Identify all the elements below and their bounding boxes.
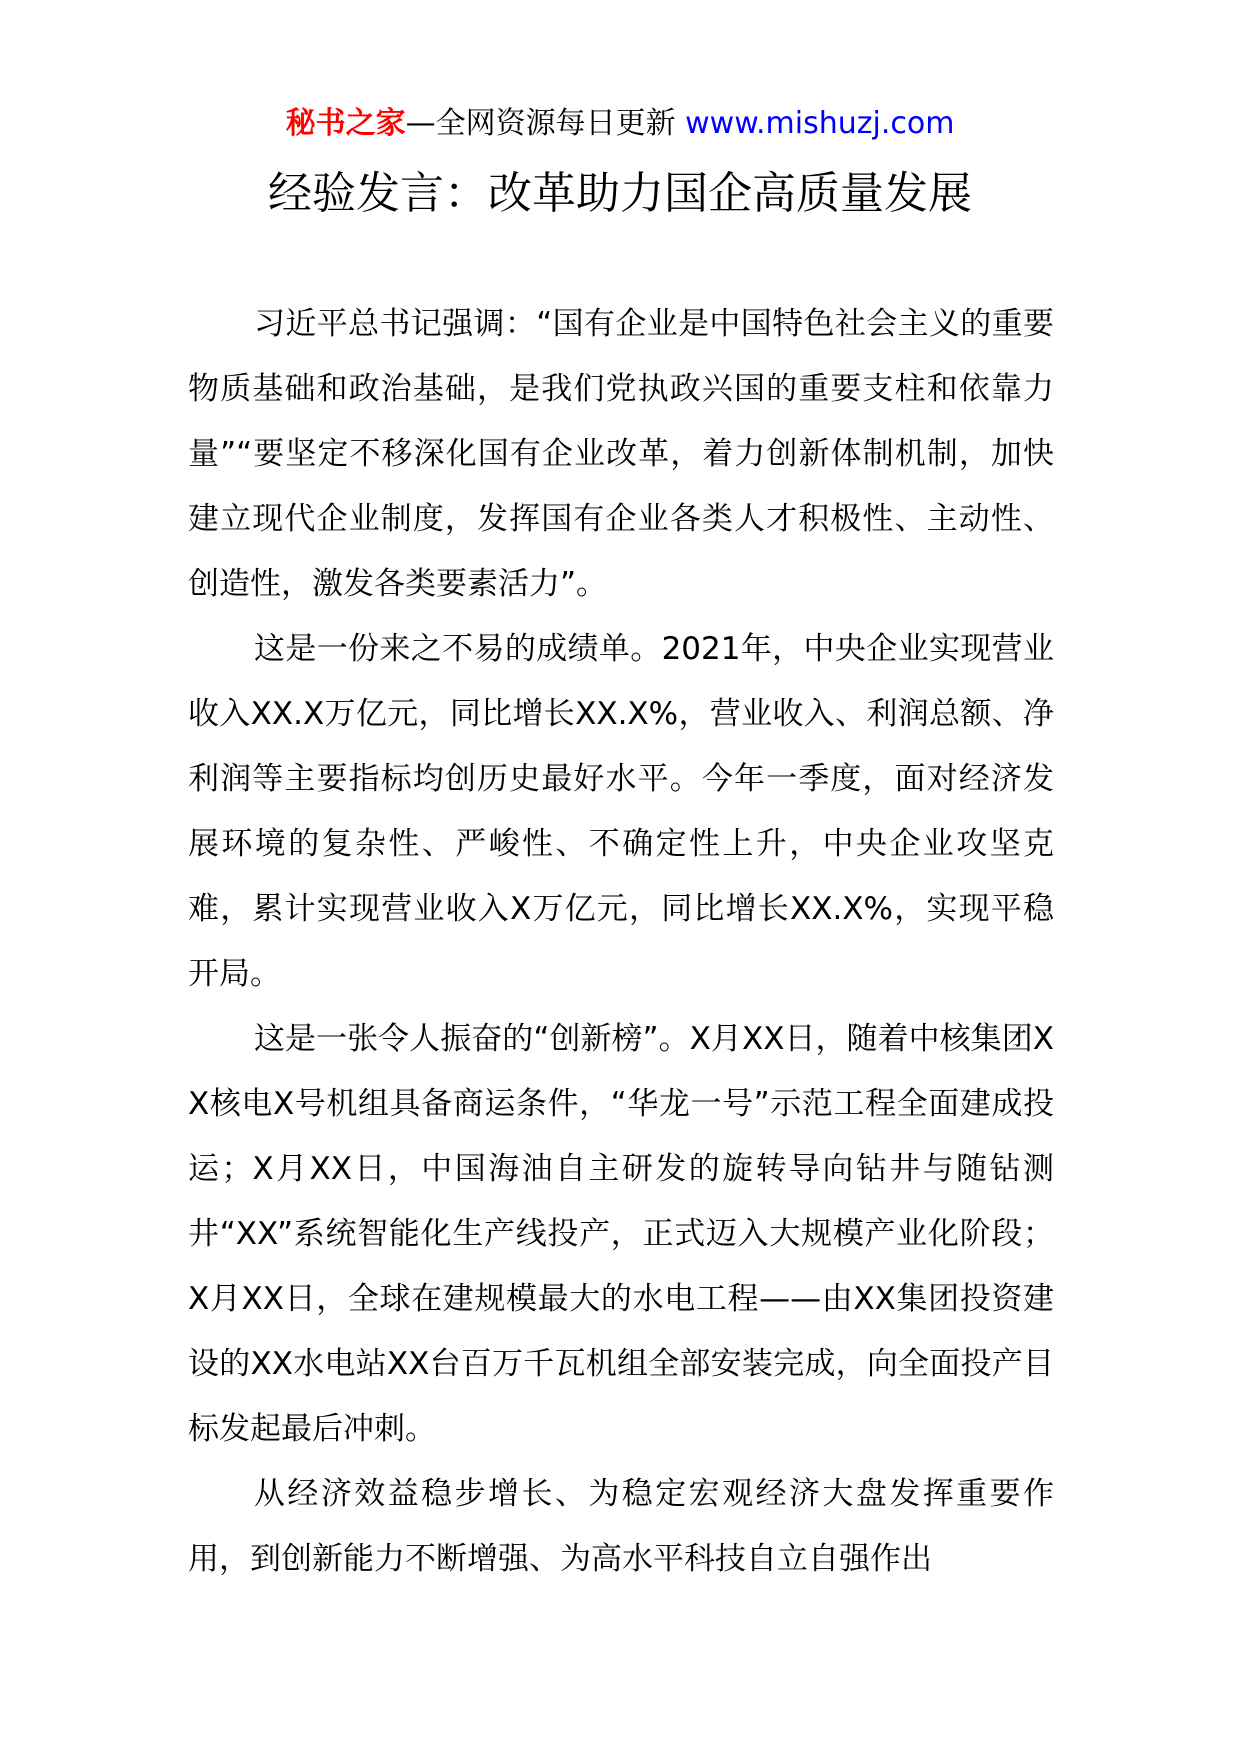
paragraph-1: 习近平总书记强调：“国有企业是中国特色社会主义的重要物质基础和政治基础，是我们党执政兴国的重要支柱和依靠力量”“要坚定不移深化国有企业改革，着力创新体制机制，加快建立现代企业制度，发挥国有企业各类人才积极性、主动性、创造性，激发各类要素活力”。 bbox=[188, 306, 1054, 602]
site-slogan: —全网资源每日更新 bbox=[405, 106, 676, 141]
site-url[interactable]: www.mishuzj.com bbox=[685, 106, 955, 141]
site-header bbox=[0, 102, 1240, 146]
document-body bbox=[188, 292, 1054, 1592]
brand-name: 秘书之家 bbox=[285, 106, 406, 141]
paragraph-4: 从经济效益稳步增长、为稳定宏观经济大盘发挥重要作用，到创新能力不断增强、为高水平科技自立自强作出 bbox=[188, 1476, 1054, 1577]
document-title: 经验发言：改革助力国企高质量发展 bbox=[268, 168, 972, 219]
paragraph-3: 这是一张令人振奋的“创新榜”。X月XX日，随着中核集团XX核电X号机组具备商运条件，“华龙一号”示范工程全面建成投运；X月XX日，中国海油自主研发的旋转导向钻井与随钻测井“XX”系统智能化生产线投产，正式迈入大规模产业化阶段；X月XX日，全球在建规模最大的水电工程——由XX集团投资建设的XX水电站XX台百万千瓦机组全部安装完成，向全面投产目标发起最后冲刺。 bbox=[188, 1021, 1054, 1447]
paragraph-2: 这是一份来之不易的成绩单。2021年，中央企业实现营业收入XX.X万亿元，同比增长XX.X%，营业收入、利润总额、净利润等主要指标均创历史最好水平。今年一季度，面对经济发展环境的复杂性、严峻性、不确定性上升，中央企业攻坚克难，累计实现营业收入X万亿元，同比增长XX.X%，实现平稳开局。 bbox=[188, 631, 1054, 992]
